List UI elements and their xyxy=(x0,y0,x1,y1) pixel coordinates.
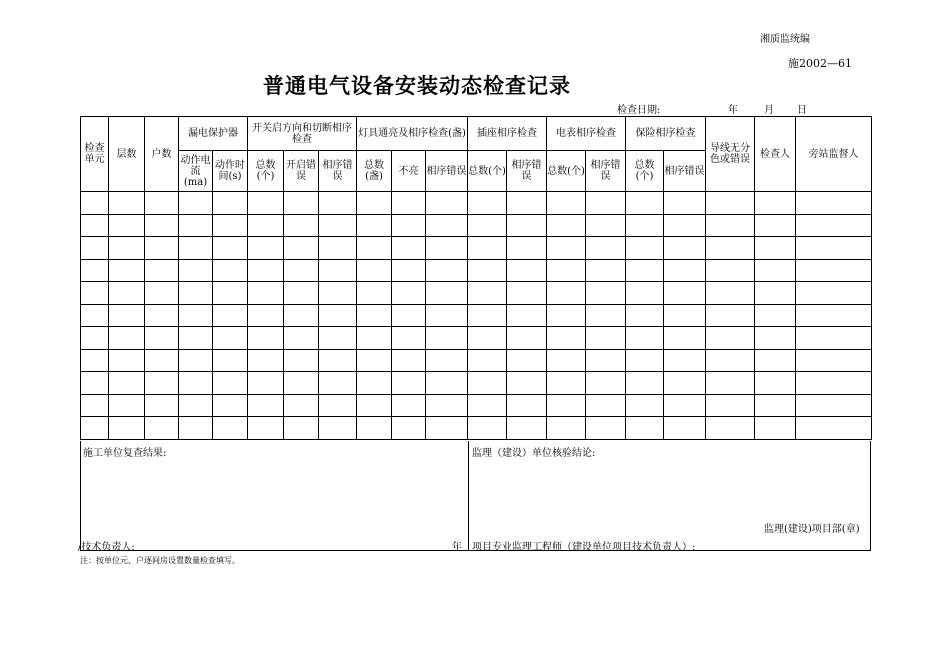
table-cell[interactable] xyxy=(81,192,109,215)
table-cell[interactable] xyxy=(755,192,796,215)
table-cell[interactable] xyxy=(547,417,586,440)
table-cell[interactable] xyxy=(664,394,706,417)
table-cell[interactable] xyxy=(392,349,426,372)
table-cell[interactable] xyxy=(796,259,872,282)
table-cell[interactable] xyxy=(626,214,664,237)
table-cell[interactable] xyxy=(248,237,284,260)
table-cell[interactable] xyxy=(179,214,213,237)
table-cell[interactable] xyxy=(284,304,319,327)
table-cell[interactable] xyxy=(664,214,706,237)
table-cell[interactable] xyxy=(626,259,664,282)
table-cell[interactable] xyxy=(248,327,284,350)
table-cell[interactable] xyxy=(468,417,507,440)
table-cell[interactable] xyxy=(547,327,586,350)
table-row xyxy=(81,327,872,350)
table-cell[interactable] xyxy=(586,282,626,305)
table-cell[interactable] xyxy=(392,237,426,260)
table-cell[interactable] xyxy=(755,372,796,395)
table-cell[interactable] xyxy=(145,282,179,305)
table-cell[interactable] xyxy=(145,237,179,260)
table-cell[interactable] xyxy=(468,259,507,282)
table-row xyxy=(81,259,872,282)
table-cell[interactable] xyxy=(357,304,392,327)
contractor-tech-lead-label: /技术负责人: xyxy=(78,542,135,553)
table-cell[interactable] xyxy=(755,304,796,327)
table-cell[interactable] xyxy=(213,327,248,350)
header-switch-check: 开关启方向和切断相序检查 xyxy=(248,117,357,151)
table-cell[interactable] xyxy=(426,394,468,417)
table-cell[interactable] xyxy=(248,282,284,305)
table-cell[interactable] xyxy=(586,372,626,395)
table-cell[interactable] xyxy=(145,372,179,395)
table-cell[interactable] xyxy=(248,349,284,372)
table-cell[interactable] xyxy=(357,214,392,237)
subheader-socket-total: 总数(个) xyxy=(468,151,507,192)
table-cell[interactable] xyxy=(507,372,547,395)
table-cell[interactable] xyxy=(664,259,706,282)
subheader-fuse-total: 总数(个) xyxy=(626,151,664,192)
table-cell[interactable] xyxy=(547,304,586,327)
table-cell[interactable] xyxy=(706,237,755,260)
table-cell[interactable] xyxy=(626,394,664,417)
date-year-label: 年 xyxy=(728,105,738,116)
table-cell[interactable] xyxy=(507,259,547,282)
publisher-label: 湘质监统编 xyxy=(760,34,810,45)
table-cell[interactable] xyxy=(81,372,109,395)
table-cell[interactable] xyxy=(468,214,507,237)
table-cell[interactable] xyxy=(145,349,179,372)
table-cell[interactable] xyxy=(179,192,213,215)
table-row xyxy=(81,214,872,237)
supervision-stamp-label: 监理(建设)项目部(章) xyxy=(764,524,860,535)
table-row xyxy=(81,282,872,305)
table-cell[interactable] xyxy=(357,394,392,417)
table-cell[interactable] xyxy=(284,349,319,372)
table-cell[interactable] xyxy=(357,259,392,282)
table-cell[interactable] xyxy=(755,394,796,417)
table-cell[interactable] xyxy=(81,349,109,372)
header-check-unit: 检查单元 xyxy=(81,117,109,192)
table-cell[interactable] xyxy=(547,282,586,305)
table-cell[interactable] xyxy=(468,192,507,215)
table-cell[interactable] xyxy=(179,372,213,395)
table-cell[interactable] xyxy=(145,327,179,350)
table-row xyxy=(81,372,872,395)
table-cell[interactable] xyxy=(507,237,547,260)
table-cell[interactable] xyxy=(755,259,796,282)
subheader-socket-phase-error: 相序错误 xyxy=(507,151,547,192)
header-household-count: 户数 xyxy=(145,117,179,192)
table-cell[interactable] xyxy=(547,394,586,417)
table-cell[interactable] xyxy=(357,237,392,260)
header-wire-color-error: 导线无分色或错误 xyxy=(706,117,755,192)
table-row xyxy=(81,304,872,327)
table-cell[interactable] xyxy=(392,304,426,327)
table-cell[interactable] xyxy=(586,394,626,417)
table-cell[interactable] xyxy=(426,417,468,440)
table-cell[interactable] xyxy=(213,259,248,282)
table-cell[interactable] xyxy=(319,372,357,395)
table-cell[interactable] xyxy=(81,394,109,417)
table-cell[interactable] xyxy=(468,327,507,350)
table-cell[interactable] xyxy=(179,349,213,372)
table-cell[interactable] xyxy=(586,192,626,215)
table-cell[interactable] xyxy=(468,304,507,327)
table-cell[interactable] xyxy=(626,372,664,395)
footnote: 注：按单位元、户逐间房设置数量检查填写。 xyxy=(80,556,240,565)
table-cell[interactable] xyxy=(664,417,706,440)
table-cell[interactable] xyxy=(213,304,248,327)
table-cell[interactable] xyxy=(319,417,357,440)
table-cell[interactable] xyxy=(179,304,213,327)
table-cell[interactable] xyxy=(284,372,319,395)
table-cell[interactable] xyxy=(468,282,507,305)
table-cell[interactable] xyxy=(284,327,319,350)
table-cell[interactable] xyxy=(319,214,357,237)
table-cell[interactable] xyxy=(319,259,357,282)
page-title: 普通电气设备安装动态检查记录 xyxy=(263,73,571,98)
table-cell[interactable] xyxy=(392,372,426,395)
table-cell[interactable] xyxy=(755,327,796,350)
table-cell[interactable] xyxy=(145,394,179,417)
table-cell[interactable] xyxy=(796,192,872,215)
table-cell[interactable] xyxy=(468,372,507,395)
header-leakage-protector: 漏电保护器 xyxy=(179,117,248,151)
supervision-conclusion-label: 监理（建设）单位核验结论: xyxy=(472,448,596,459)
table-cell[interactable] xyxy=(426,327,468,350)
table-cell[interactable] xyxy=(796,417,872,440)
table-cell[interactable] xyxy=(248,192,284,215)
inspection-table xyxy=(80,116,872,440)
subheader-switch-total: 总数(个) xyxy=(248,151,284,192)
table-cell[interactable] xyxy=(109,327,145,350)
table-cell[interactable] xyxy=(109,304,145,327)
table-cell[interactable] xyxy=(81,304,109,327)
table-cell[interactable] xyxy=(392,259,426,282)
table-cell[interactable] xyxy=(248,394,284,417)
table-cell[interactable] xyxy=(81,237,109,260)
table-cell[interactable] xyxy=(179,259,213,282)
table-cell[interactable] xyxy=(706,259,755,282)
table-cell[interactable] xyxy=(284,259,319,282)
table-cell[interactable] xyxy=(755,214,796,237)
table-cell[interactable] xyxy=(664,282,706,305)
table-cell[interactable] xyxy=(507,327,547,350)
table-cell[interactable] xyxy=(664,237,706,260)
table-cell[interactable] xyxy=(179,394,213,417)
table-cell[interactable] xyxy=(392,417,426,440)
table-row xyxy=(81,349,872,372)
table-cell[interactable] xyxy=(284,417,319,440)
table-cell[interactable] xyxy=(586,304,626,327)
table-cell[interactable] xyxy=(586,214,626,237)
table-cell[interactable] xyxy=(547,214,586,237)
table-cell[interactable] xyxy=(507,394,547,417)
table-row xyxy=(81,237,872,260)
table-cell[interactable] xyxy=(426,349,468,372)
table-cell[interactable] xyxy=(507,214,547,237)
table-cell[interactable] xyxy=(248,304,284,327)
table-cell[interactable] xyxy=(319,327,357,350)
table-cell[interactable] xyxy=(626,304,664,327)
table-cell[interactable] xyxy=(755,282,796,305)
table-cell[interactable] xyxy=(426,282,468,305)
table-cell[interactable] xyxy=(706,304,755,327)
table-cell[interactable] xyxy=(357,372,392,395)
table-row xyxy=(81,394,872,417)
table-cell[interactable] xyxy=(213,237,248,260)
table-cell[interactable] xyxy=(547,349,586,372)
table-cell[interactable] xyxy=(586,259,626,282)
table-row xyxy=(81,417,872,440)
table-cell[interactable] xyxy=(392,327,426,350)
table-cell[interactable] xyxy=(706,214,755,237)
table-cell[interactable] xyxy=(706,192,755,215)
table-cell[interactable] xyxy=(796,304,872,327)
table-cell[interactable] xyxy=(109,237,145,260)
table-cell[interactable] xyxy=(426,304,468,327)
supervision-engineer-label: 项目专业监理工程师（建设单位项目技术负责人）: xyxy=(472,542,696,553)
subheader-lamp-phase-error: 相序错误 xyxy=(426,151,468,192)
subheader-lamp-not-lit: 不亮 xyxy=(392,151,426,192)
table-cell[interactable] xyxy=(664,304,706,327)
table-cell[interactable] xyxy=(426,214,468,237)
table-cell[interactable] xyxy=(179,282,213,305)
table-cell[interactable] xyxy=(248,417,284,440)
table-cell[interactable] xyxy=(507,349,547,372)
table-cell[interactable] xyxy=(547,237,586,260)
table-cell[interactable] xyxy=(392,192,426,215)
table-cell[interactable] xyxy=(179,417,213,440)
table-cell[interactable] xyxy=(179,327,213,350)
subheader-meter-total: 总数(个) xyxy=(547,151,586,192)
table-cell[interactable] xyxy=(626,282,664,305)
table-cell[interactable] xyxy=(248,372,284,395)
contractor-year-label: 年 xyxy=(452,542,462,553)
table-cell[interactable] xyxy=(547,192,586,215)
table-cell[interactable] xyxy=(145,259,179,282)
table-cell[interactable] xyxy=(626,349,664,372)
table-cell[interactable] xyxy=(109,394,145,417)
subheader-action-time: 动作时间(s) xyxy=(213,151,248,192)
table-cell[interactable] xyxy=(109,259,145,282)
table-cell[interactable] xyxy=(706,349,755,372)
table-cell[interactable] xyxy=(319,237,357,260)
table-cell[interactable] xyxy=(109,372,145,395)
table-cell[interactable] xyxy=(626,192,664,215)
table-cell[interactable] xyxy=(664,192,706,215)
table-cell[interactable] xyxy=(706,372,755,395)
table-cell[interactable] xyxy=(547,372,586,395)
date-month-label: 月 xyxy=(764,105,774,116)
table-cell[interactable] xyxy=(392,282,426,305)
table-cell[interactable] xyxy=(81,259,109,282)
table-cell[interactable] xyxy=(145,192,179,215)
table-cell[interactable] xyxy=(81,417,109,440)
table-cell[interactable] xyxy=(109,417,145,440)
table-cell[interactable] xyxy=(796,237,872,260)
table-cell[interactable] xyxy=(248,259,284,282)
table-cell[interactable] xyxy=(796,372,872,395)
form-number: 施2002—61 xyxy=(788,57,852,70)
subheader-switch-open-error: 开启错误 xyxy=(284,151,319,192)
table-cell[interactable] xyxy=(586,349,626,372)
header-site-supervisor: 旁站监督人 xyxy=(796,117,872,192)
header-fuse-check: 保险相序检查 xyxy=(626,117,706,151)
table-cell[interactable] xyxy=(213,282,248,305)
table-cell[interactable] xyxy=(796,394,872,417)
table-cell[interactable] xyxy=(179,237,213,260)
table-cell[interactable] xyxy=(357,192,392,215)
header-inspector: 检查人 xyxy=(755,117,796,192)
header-meter-check: 电表相序检查 xyxy=(547,117,626,151)
subheader-lamp-total: 总数(盏) xyxy=(357,151,392,192)
contractor-review-result-label: 施工单位复查结果: xyxy=(83,448,167,459)
table-cell[interactable] xyxy=(586,327,626,350)
table-cell[interactable] xyxy=(357,349,392,372)
table-cell[interactable] xyxy=(145,304,179,327)
table-cell[interactable] xyxy=(706,327,755,350)
table-cell[interactable] xyxy=(755,349,796,372)
table-cell[interactable] xyxy=(626,327,664,350)
table-cell[interactable] xyxy=(284,237,319,260)
review-divider xyxy=(468,441,469,550)
table-cell[interactable] xyxy=(109,282,145,305)
table-cell[interactable] xyxy=(664,349,706,372)
subheader-meter-phase-error: 相序错误 xyxy=(586,151,626,192)
table-cell[interactable] xyxy=(706,417,755,440)
table-cell[interactable] xyxy=(109,192,145,215)
table-cell[interactable] xyxy=(706,282,755,305)
table-cell[interactable] xyxy=(284,192,319,215)
table-cell[interactable] xyxy=(507,282,547,305)
table-cell[interactable] xyxy=(755,237,796,260)
table-cell[interactable] xyxy=(392,214,426,237)
table-cell[interactable] xyxy=(664,372,706,395)
table-cell[interactable] xyxy=(81,327,109,350)
table-cell[interactable] xyxy=(507,192,547,215)
table-cell[interactable] xyxy=(507,417,547,440)
table-cell[interactable] xyxy=(81,282,109,305)
table-cell[interactable] xyxy=(213,394,248,417)
table-cell[interactable] xyxy=(706,394,755,417)
table-cell[interactable] xyxy=(426,237,468,260)
header-socket-check: 插座相序检查 xyxy=(468,117,547,151)
subheader-fuse-phase-error: 相序错误 xyxy=(664,151,706,192)
table-cell[interactable] xyxy=(319,304,357,327)
inspection-date-label: 检查日期: xyxy=(617,105,661,116)
table-cell[interactable] xyxy=(81,214,109,237)
header-floor-count: 层数 xyxy=(109,117,145,192)
table-cell[interactable] xyxy=(284,214,319,237)
table-cell[interactable] xyxy=(426,192,468,215)
table-cell[interactable] xyxy=(357,417,392,440)
table-cell[interactable] xyxy=(357,327,392,350)
table-cell[interactable] xyxy=(319,349,357,372)
table-cell[interactable] xyxy=(145,417,179,440)
table-cell[interactable] xyxy=(213,372,248,395)
table-cell[interactable] xyxy=(392,394,426,417)
subheader-action-current: 动作电流(ma) xyxy=(179,151,213,192)
table-cell[interactable] xyxy=(796,327,872,350)
table-cell[interactable] xyxy=(755,417,796,440)
table-cell[interactable] xyxy=(468,237,507,260)
date-day-label: 日 xyxy=(797,105,807,116)
table-cell[interactable] xyxy=(586,417,626,440)
table-cell[interactable] xyxy=(284,394,319,417)
table-cell[interactable] xyxy=(248,214,284,237)
table-cell[interactable] xyxy=(507,304,547,327)
table-cell[interactable] xyxy=(213,214,248,237)
table-cell[interactable] xyxy=(145,214,179,237)
table-cell[interactable] xyxy=(213,192,248,215)
table-cell[interactable] xyxy=(319,394,357,417)
table-cell[interactable] xyxy=(357,282,392,305)
table-cell[interactable] xyxy=(213,417,248,440)
header-lamp-check: 灯具通亮及相序检查(盏) xyxy=(357,117,468,151)
subheader-switch-phase-error: 相序错误 xyxy=(319,151,357,192)
table-cell[interactable] xyxy=(426,372,468,395)
table-cell[interactable] xyxy=(468,349,507,372)
table-cell[interactable] xyxy=(626,417,664,440)
table-cell[interactable] xyxy=(796,282,872,305)
table-cell[interactable] xyxy=(547,259,586,282)
table-cell[interactable] xyxy=(109,349,145,372)
table-cell[interactable] xyxy=(213,349,248,372)
table-cell[interactable] xyxy=(796,214,872,237)
table-cell[interactable] xyxy=(426,259,468,282)
table-row xyxy=(81,192,872,215)
table-cell[interactable] xyxy=(586,237,626,260)
table-cell[interactable] xyxy=(468,394,507,417)
table-cell[interactable] xyxy=(796,349,872,372)
table-cell[interactable] xyxy=(626,237,664,260)
table-cell[interactable] xyxy=(664,327,706,350)
table-cell[interactable] xyxy=(284,282,319,305)
table-cell[interactable] xyxy=(319,192,357,215)
table-cell[interactable] xyxy=(319,282,357,305)
review-section xyxy=(80,441,871,551)
table-cell[interactable] xyxy=(109,214,145,237)
